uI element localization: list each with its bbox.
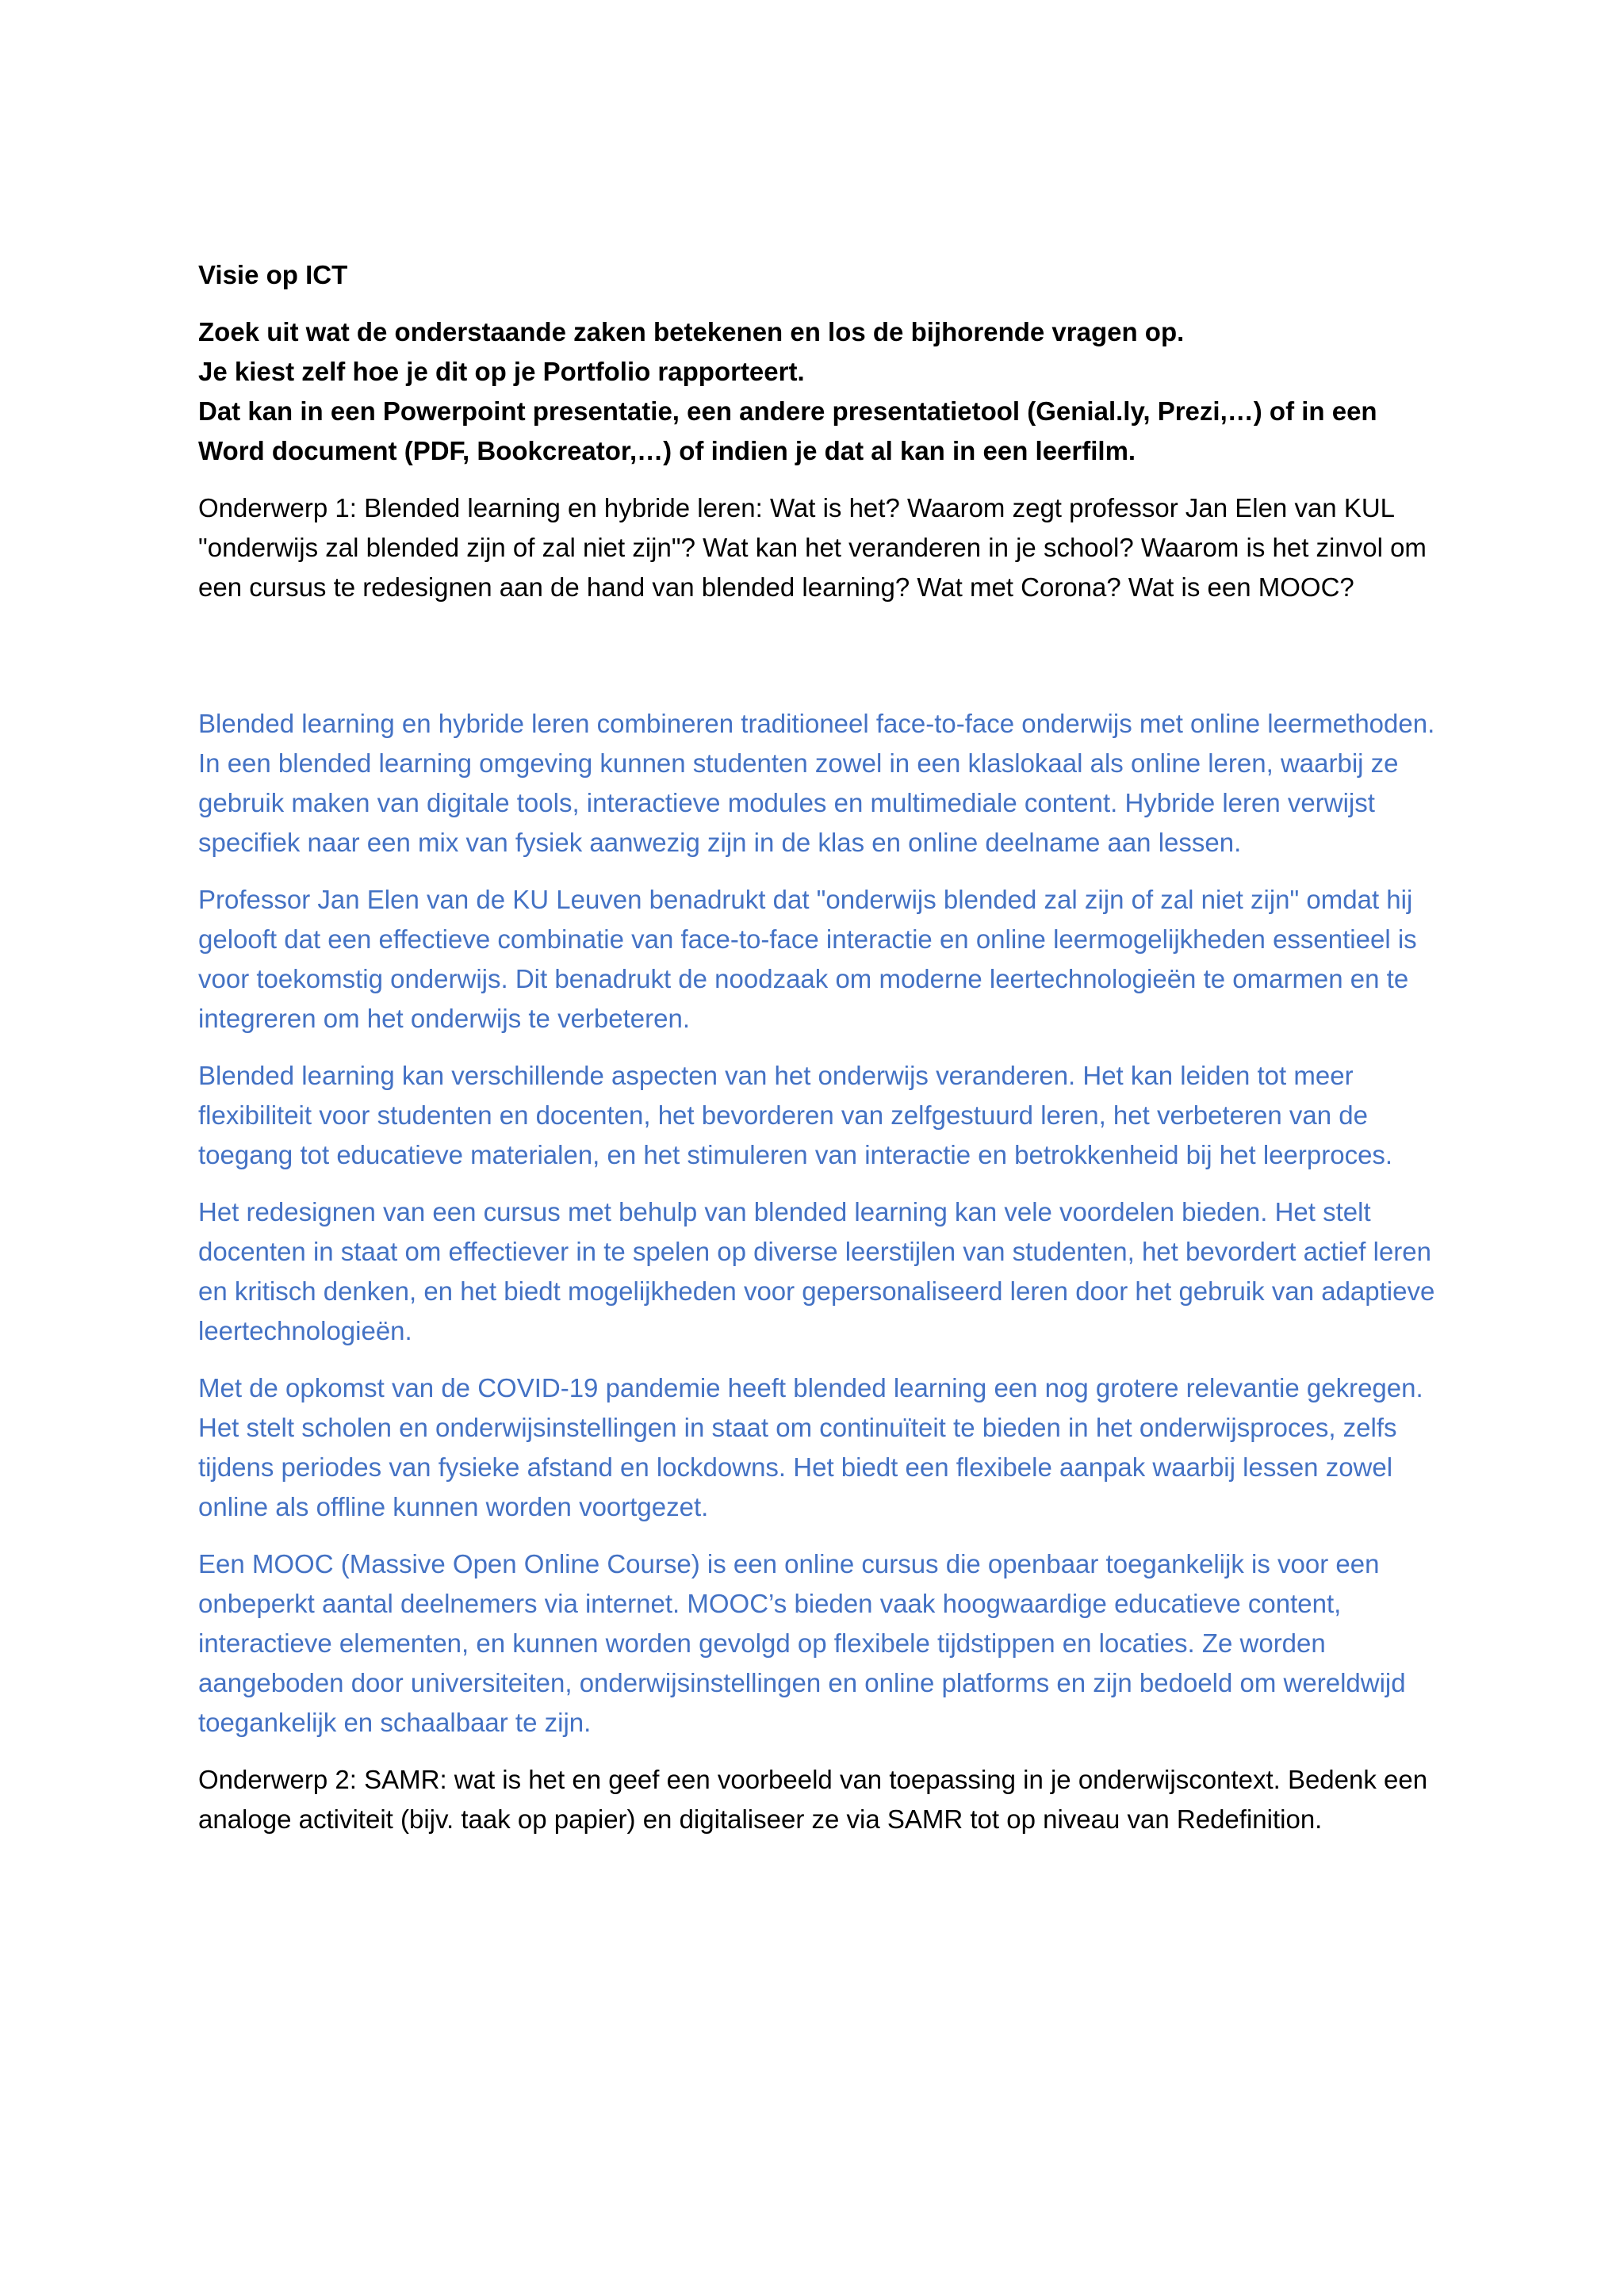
document-page — [198, 255, 1435, 1839]
topic-1-answers — [198, 704, 1435, 1743]
instruction-line: Dat kan in een Powerpoint presentatie, een andere presentatietool (Genial.ly, Prezi,…) of in een Word document (PDF, Bookcreator,…) of indien je dat al kan in een leerfilm. — [198, 396, 1377, 465]
answer-paragraph: Met de opkomst van de COVID-19 pandemie heeft blended learning een nog grotere relevantie gekregen. Het stelt scholen en onderwijsinstellingen in staat om continuïteit te bieden in het onderwijsproces, zelfs tijdens periodes van fysieke afstand en lockdowns. Het biedt een flexibele aanpak waarbij lessen zowel online als offline kunnen worden voortgezet. — [198, 1373, 1423, 1521]
answer-paragraph: Blended learning en hybride leren combineren traditioneel face-to-face onderwijs met online leermethoden. In een blended learning omgeving kunnen studenten zowel in een klaslokaal als online leren, waarbij ze gebruik maken van digitale tools, interactieve modules en multimediale content. Hybride leren verwijst specifiek naar een mix van fysiek aanwezig zijn in de klas en online deelname aan lessen. — [198, 709, 1435, 857]
instruction-line: Je kiest zelf hoe je dit op je Portfolio rapporteert. — [198, 357, 805, 386]
topic-1-question: Onderwerp 1: Blended learning en hybride leren: Wat is het? Waarom zegt professor Jan Elen van KUL "onderwijs zal blended zijn of zal niet zijn"? Wat kan het veranderen in je school? Waarom is het zinvol om een cursus te redesignen aan de hand van blended learning? Wat met Corona? Wat is een MOOC? — [198, 493, 1427, 602]
topic-2-question: Onderwerp 2: SAMR: wat is het en geef een voorbeeld van toepassing in je onderwijscontext. Bedenk een analoge activiteit (bijv. taak op papier) en digitaliseer ze via SAMR tot op niveau van Redefinition. — [198, 1765, 1428, 1834]
answer-paragraph: Professor Jan Elen van de KU Leuven benadrukt dat "onderwijs blended zal zijn of zal niet zijn" omdat hij gelooft dat een effectieve combinatie van face-to-face interactie en online leermogelijkheden essentieel is voor toekomstig onderwijs. Dit benadrukt de noodzaak om moderne leertechnologieën te omarmen en te integreren om het onderwijs te verbeteren. — [198, 885, 1417, 1033]
answer-paragraph: Het redesignen van een cursus met behulp van blended learning kan vele voordelen bieden. Het stelt docenten in staat om effectiever in te spelen op diverse leerstijlen van studenten, het bevordert actief leren en kritisch denken, en het biedt mogelijkheden voor gepersonaliseerd leren door het gebruik van adaptieve leertechnologieën. — [198, 1197, 1435, 1345]
answer-paragraph: Blended learning kan verschillende aspecten van het onderwijs veranderen. Het kan leiden tot meer flexibiliteit voor studenten en docenten, het bevorderen van zelfgestuurd leren, het verbeteren van de toegang tot educatieve materialen, en het stimuleren van interactie en betrokkenheid bij het leerproces. — [198, 1061, 1393, 1169]
instructions — [198, 312, 1435, 471]
answer-paragraph: Een MOOC (Massive Open Online Course) is een online cursus die openbaar toegankelijk is voor een onbeperkt aantal deelnemers via internet. MOOC’s bieden vaak hoogwaardige educatieve content, interactieve elementen, en kunnen worden gevolgd op flexibele tijdstippen en locaties. Ze worden aangeboden door universiteiten, onderwijsinstellingen en online platforms en zijn bedoeld om wereldwijd toegankelijk en schaalbaar te zijn. — [198, 1549, 1406, 1737]
instruction-line: Zoek uit wat de onderstaande zaken betekenen en los de bijhorende vragen op. — [198, 317, 1185, 346]
document-title: Visie op ICT — [198, 260, 348, 289]
